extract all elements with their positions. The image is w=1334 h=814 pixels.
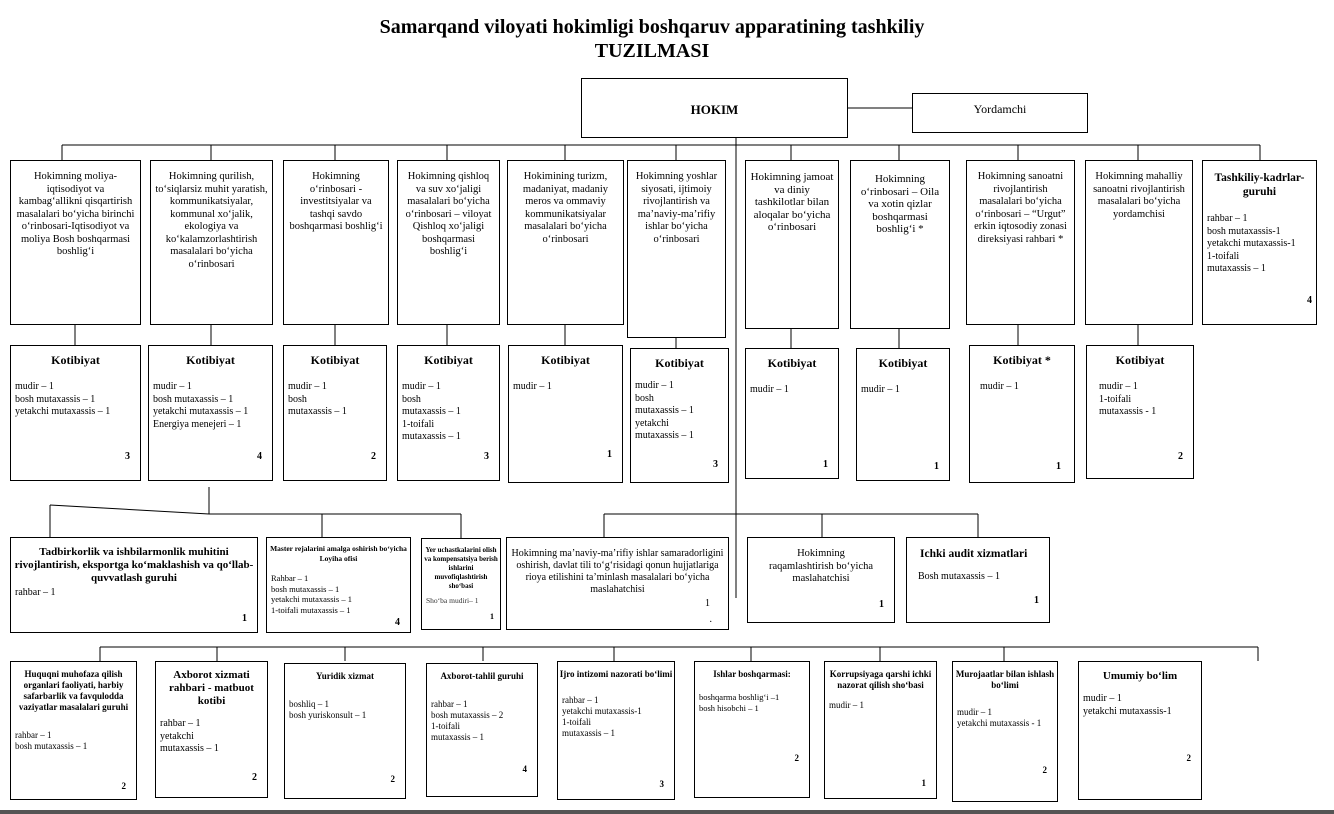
deputy-text-9: Hokimning sanoatni rivojlantirish masalalari bo‘yicha o‘rinbosari – “Urgut” erkin iqtosodiy zonasi direksiyasi rahbari * — [974, 171, 1067, 245]
ishlar-boshqarmasi-title: Ishlar boshqarmasi: — [713, 669, 791, 679]
huquq-guruhi-count: 2 — [121, 781, 126, 791]
ijro-intizomi-count: 3 — [659, 779, 664, 789]
kotibiyat-box-9 — [969, 345, 1075, 483]
kotibiyat-title-5: Kotibiyat — [541, 353, 590, 367]
manaviy-maslahatchi-dot: . — [709, 614, 712, 625]
kotibiyat-count-7: 1 — [823, 459, 828, 470]
murojaatlar-body: mudir – 1 yetakchi mutaxassis - 1 — [957, 707, 1042, 728]
kotibiyat-title-4: Kotibiyat — [424, 353, 473, 367]
kotibiyat-box-3 — [283, 345, 387, 481]
kotibiyat-box-7 — [745, 348, 839, 479]
kotibiyat-body-2: mudir – 1 bosh mutaxassis – 1 yetakchi mutaxassis – 1 Energiya menejeri – 1 — [153, 381, 249, 430]
yordamchi-label: Yordamchi — [973, 102, 1027, 116]
kotibiyat-count-5: 1 — [607, 449, 612, 460]
kotibiyat-count-4: 3 — [484, 451, 489, 462]
korrupsiya-count: 1 — [921, 778, 926, 788]
raqamlashtirish-text: Hokimning raqamlashtirish bo‘yicha maslahatchisi — [768, 548, 874, 584]
kotibiyat-box-5 — [508, 345, 623, 483]
kotibiyat-body-5: mudir – 1 — [513, 381, 552, 392]
tadbirkorlik-box — [10, 537, 258, 633]
kotibiyat-box-4 — [397, 345, 500, 481]
axborot-tahlil-body: rahbar – 1 bosh mutaxassis – 2 1-toifali mutaxassis – 1 — [431, 699, 504, 742]
kotibiyat-box-10 — [1086, 345, 1194, 479]
kotibiyat-box-2 — [148, 345, 273, 481]
kotibiyat-title-8: Kotibiyat — [878, 356, 928, 370]
kotibiyat-title-2: Kotibiyat — [186, 353, 235, 367]
axborot-xizmati-count: 2 — [252, 772, 257, 783]
kotibiyat-title-10: Kotibiyat — [1115, 353, 1165, 367]
tashkiliy-title: Tashkiliy-kadrlar-guruhi — [1214, 172, 1305, 198]
manaviy-maslahatchi-box — [506, 537, 729, 630]
deputy-box-2 — [150, 160, 273, 325]
master-rejalar-box — [266, 537, 411, 633]
kotibiyat-count-10: 2 — [1178, 451, 1183, 462]
tadbirkorlik-title: Tadbirkorlik va ishbilarmonlik muhitini rivojlantirish, eksportga ko‘maklashish va qo‘llab-quvvatlash guruhi — [14, 546, 254, 584]
deputy-text-8: Hokimning o‘rinbosari – Oila va xotin qizlar boshqarmasi boshlig‘i * — [860, 173, 940, 235]
deputy-box-3 — [283, 160, 389, 325]
deputy-box-5 — [507, 160, 624, 325]
umumiy-bolim-box — [1078, 661, 1202, 800]
yuridik-xizmat-box — [284, 663, 406, 799]
korrupsiya-body: mudir – 1 — [829, 700, 864, 710]
murojaatlar-box — [952, 661, 1058, 802]
kotibiyat-body-1: mudir – 1 bosh mutaxassis – 1 yetakchi mutaxassis – 1 — [15, 381, 111, 417]
korrupsiya-box — [824, 661, 937, 799]
axborot-tahlil-title: Axborot-tahlil guruhi — [440, 671, 524, 681]
umumiy-bolim-body: mudir – 1 yetakchi mutaxassis-1 — [1083, 693, 1172, 717]
deputy-box-6 — [627, 160, 726, 338]
manaviy-maslahatchi-count: 1 — [705, 598, 710, 609]
axborot-xizmati-box — [155, 661, 268, 798]
umumiy-bolim-title: Umumiy bo‘lim — [1102, 670, 1178, 682]
deputy-text-10: Hokimning mahalliy sanoatni rivojlantirish masalalari bo‘yicha yordamchisi — [1093, 171, 1185, 220]
deputy-box-4 — [397, 160, 500, 325]
axborot-tahlil-count: 4 — [522, 764, 527, 774]
raqamlashtirish-count: 1 — [879, 599, 884, 610]
murojaatlar-title: Murojaatlar bilan ishlash bo‘limi — [955, 669, 1055, 690]
manaviy-maslahatchi-text: Hokimning ma’naviy-ma’rifiy ishlar samaradorligini oshirish, davlat tili to‘g‘risidagi qonun hujjatlariga rioya etilishini ta’minlash masalalari bo‘yicha maslahatchisi — [511, 548, 724, 595]
deputy-text-2: Hokimning qurilish, to‘siqlarsiz muhit yaratish, kommunikatsiyalar, kommunal xo‘jalik, ekologiya va ko‘kalamzorlashtirish masalalari bo‘yicha o‘rinbosari — [155, 171, 268, 270]
deputy-box-1 — [10, 160, 141, 325]
deputy-box-7 — [745, 160, 839, 329]
huquq-guruhi-title: Huquqni muhofaza qilish organlari faoliyati, harbiy safarbarlik va favqulodda vaziyatlar masalalari guruhi — [18, 669, 129, 712]
kotibiyat-count-2: 4 — [257, 451, 262, 462]
kotibiyat-count-1: 3 — [125, 451, 130, 462]
murojaatlar-count: 2 — [1042, 765, 1047, 775]
yer-uchastkalari-title: Yer uchastkalarini olish va kompensatsiya berish ishlarini muvofiqlashtirish sho‘basi — [424, 546, 498, 590]
deputy-text-7: Hokimning jamoat va diniy tashkilotlar bilan aloqalar bo‘yicha o‘rinbosari — [750, 171, 834, 233]
master-rejalar-count: 4 — [395, 617, 400, 628]
ishlar-boshqarmasi-count: 2 — [794, 753, 799, 763]
hokim-label: HOKIM — [690, 102, 739, 117]
ijro-intizomi-title: Ijro intizomi nazorati bo‘limi — [559, 669, 673, 679]
umumiy-bolim-count: 2 — [1186, 753, 1191, 763]
yer-uchastkalari-body: Sho‘ba mudiri– 1 — [426, 596, 479, 605]
kotibiyat-title-1: Kotibiyat — [51, 353, 100, 367]
kotibiyat-body-7: mudir – 1 — [750, 384, 789, 395]
yuridik-xizmat-title: Yuridik xizmat — [316, 671, 374, 681]
kotibiyat-box-8 — [856, 348, 950, 481]
ishlar-boshqarmasi-box — [694, 661, 810, 798]
tadbirkorlik-body: rahbar – 1 — [15, 587, 56, 598]
ichki-audit-count: 1 — [1034, 595, 1039, 606]
yuridik-xizmat-body: boshliq – 1 bosh yuriskonsult – 1 — [289, 699, 367, 720]
huquq-guruhi-body: rahbar – 1 bosh mutaxassis – 1 — [15, 730, 88, 751]
kotibiyat-count-3: 2 — [371, 451, 376, 462]
ijro-intizomi-box — [557, 661, 675, 800]
kotibiyat-body-10: mudir – 1 1-toifali mutaxassis - 1 — [1099, 381, 1157, 417]
chart-title-line1: Samarqand viloyati hokimligi boshqaruv apparatining tashkiliy — [379, 16, 925, 38]
yer-uchastkalari-count: 1 — [490, 612, 494, 621]
ichki-audit-title: Ichki audit xizmatlari — [920, 548, 1028, 560]
raqamlashtirish-box — [747, 537, 895, 623]
hokim-box — [581, 78, 848, 138]
kotibiyat-count-6: 3 — [713, 459, 718, 470]
deputy-text-4: Hokimning qishloq va suv xo‘jaligi masalalari bo‘yicha o‘rinbosari – viloyat Qishloq xo‘jaligi boshqarmasi boshlig‘i — [405, 171, 492, 257]
deputy-box-8 — [850, 160, 950, 329]
chart-title-line2: TUZILMASI — [594, 40, 710, 62]
huquq-guruhi-box — [10, 661, 137, 800]
yuridik-xizmat-count: 2 — [390, 774, 395, 784]
deputy-text-3: Hokimning o‘rinbosari - investitsiyalar va tashqi savdo boshqarmasi boshlig‘i — [289, 171, 383, 232]
axborot-xizmati-body: rahbar – 1 yetakchi mutaxassis – 1 — [160, 718, 219, 754]
bottom-border — [0, 810, 1334, 814]
kotibiyat-count-9: 1 — [1056, 461, 1061, 472]
kotibiyat-title-9: Kotibiyat * — [993, 353, 1051, 367]
kotibiyat-body-4: mudir – 1 bosh mutaxassis – 1 1-toifali mutaxassis – 1 — [402, 381, 461, 442]
tashkiliy-body: rahbar – 1 bosh mutaxassis-1 yetakchi mutaxassis-1 1-toifali mutaxassis – 1 — [1207, 213, 1296, 274]
axborot-xizmati-title: Axborot xizmati rahbari - matbuot kotibi — [169, 669, 254, 707]
tadbirkorlik-count: 1 — [242, 613, 247, 624]
ichki-audit-box — [906, 537, 1050, 623]
deputy-box-9 — [966, 160, 1075, 325]
yordamchi-box — [912, 93, 1088, 133]
kotibiyat-box-6 — [630, 348, 729, 483]
kotibiyat-title-6: Kotibiyat — [655, 356, 704, 370]
deputy-box-10 — [1085, 160, 1193, 325]
kotibiyat-body-9: mudir – 1 — [980, 381, 1019, 392]
kotibiyat-title-7: Kotibiyat — [767, 356, 817, 370]
kotibiyat-box-1 — [10, 345, 141, 481]
deputy-text-5: Hokimining turizm, madaniyat, madaniy meros va ommaviy kommunikatsiyalar masalalari bo‘yicha o‘rinbosari — [522, 171, 609, 245]
kotibiyat-body-6: mudir – 1 bosh mutaxassis – 1 yetakchi mutaxassis – 1 — [635, 380, 694, 441]
kotibiyat-title-3: Kotibiyat — [310, 353, 360, 367]
tashkiliy-count: 4 — [1307, 295, 1312, 306]
axborot-tahlil-box — [426, 663, 538, 797]
ijro-intizomi-body: rahbar – 1 yetakchi mutaxassis-1 1-toifali mutaxassis – 1 — [562, 695, 642, 738]
deputy-text-6: Hokimning yoshlar siyosati, ijtimoiy rivojlantirish va ma’naviy-ma’rifiy ishlar bo‘yicha o‘rinbosari — [635, 171, 718, 245]
kotibiyat-body-3: mudir – 1 bosh mutaxassis – 1 — [288, 381, 347, 417]
korrupsiya-title: Korrupsiyaga qarshi ichki nazorat qilish sho‘basi — [829, 669, 932, 690]
master-rejalar-body: Rahbar – 1 bosh mutaxassis – 1 yetakchi mutaxassis – 1 1-toifali mutaxassis – 1 — [271, 573, 352, 615]
kotibiyat-body-8: mudir – 1 — [861, 384, 900, 395]
ichki-audit-body: Bosh mutaxassis – 1 — [918, 571, 1000, 582]
master-rejalar-title: Master rejalarini amalga oshirish bo‘yicha Loyiha ofisi — [270, 544, 407, 563]
deputy-text-1: Hokimning moliya-iqtisodiyot va kambag‘allikni qisqartirish masalalari bo‘yicha birinchi o‘rinbosari-Iqtisodiyot va moliya Bosh boshqarmasi boshlig‘i — [16, 171, 135, 257]
kotibiyat-count-8: 1 — [934, 461, 939, 472]
tashkiliy-kadrlar-box — [1202, 160, 1317, 325]
yer-uchastkalari-box — [421, 538, 501, 630]
ishlar-boshqarmasi-body: boshqarma boshlig‘i –1 bosh hisobchi – 1 — [699, 692, 780, 713]
